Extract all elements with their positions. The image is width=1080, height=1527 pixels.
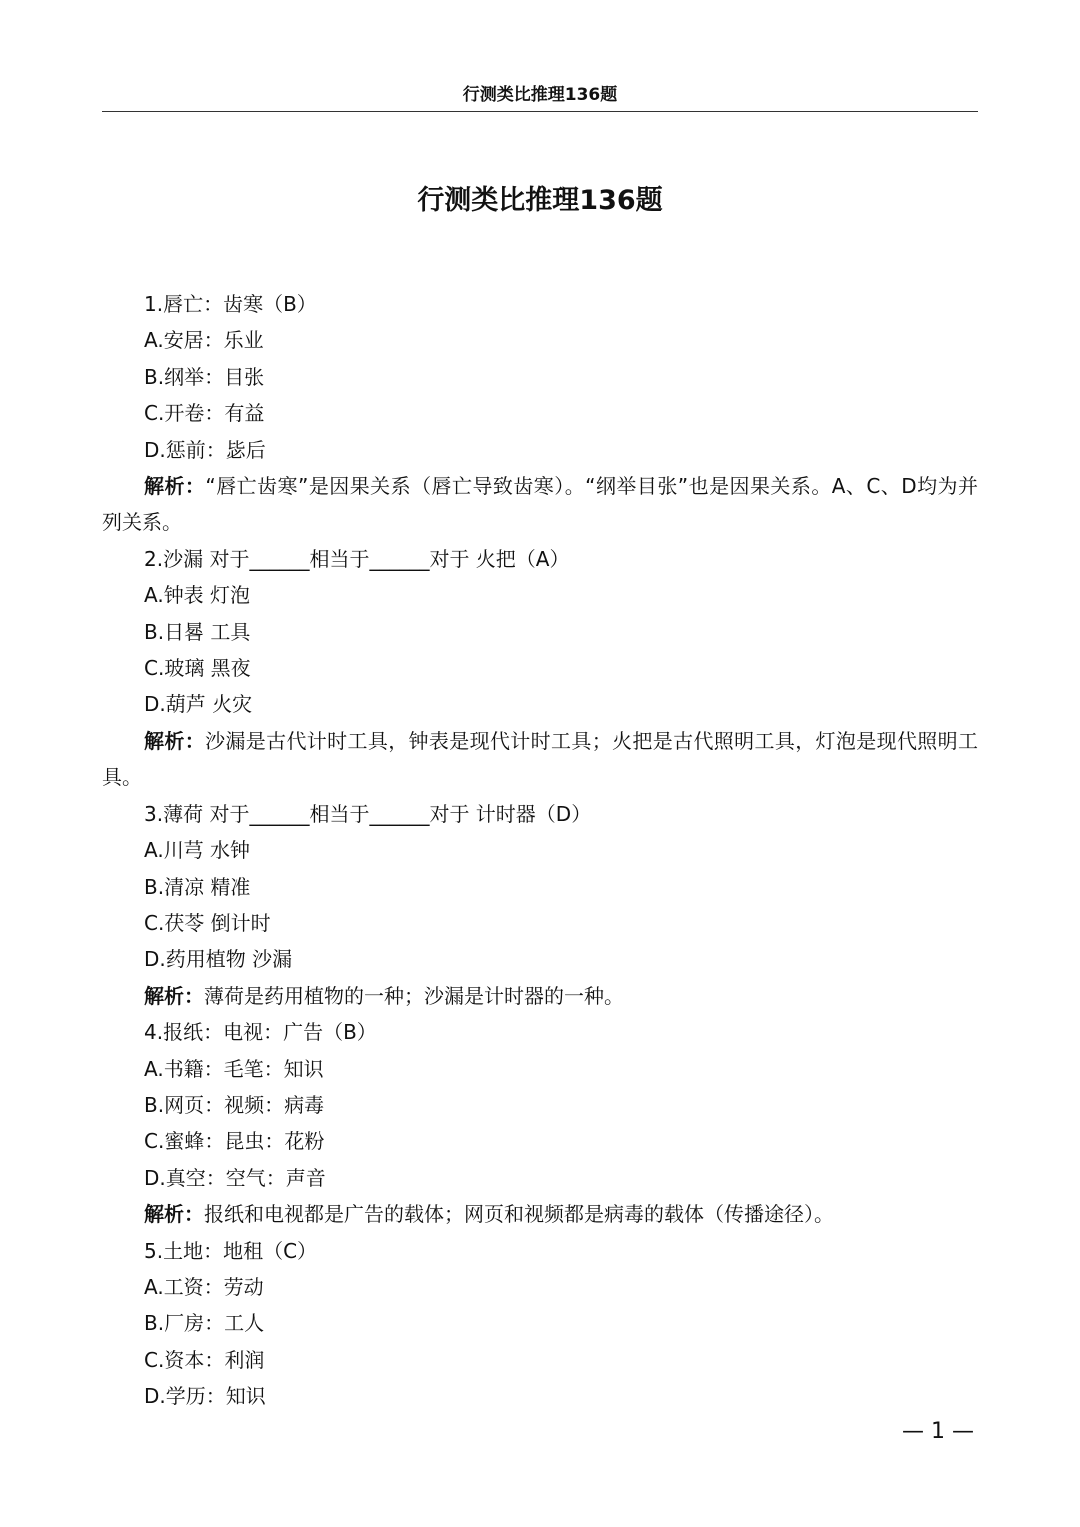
analysis bbox=[102, 1196, 978, 1232]
analysis-label: 解析： bbox=[144, 728, 206, 753]
running-header: 行测类比推理136题 bbox=[462, 85, 618, 105]
option-d: D.药用植物 沙漏 bbox=[144, 947, 293, 972]
option-c: C.玻璃 黑夜 bbox=[144, 656, 251, 681]
analysis-label: 解析： bbox=[144, 1202, 204, 1227]
option-d: D.惩前：毖后 bbox=[144, 437, 266, 462]
option-b: B.纲举：目张 bbox=[144, 364, 265, 389]
question-1 bbox=[102, 286, 978, 541]
analysis-text: “唇亡齿寒”是因果关系（唇亡导致齿寒）。“纲举目张”也是因果关系。A、C、D均为并列关系。 bbox=[102, 474, 979, 535]
question-stem: 2.沙漏 对于______相当于______对于 火把（A） bbox=[144, 546, 570, 571]
option-d: D.真空：空气：声音 bbox=[144, 1165, 326, 1190]
question-4 bbox=[102, 1014, 978, 1232]
option-c: C.茯苓 倒计时 bbox=[144, 910, 271, 935]
analysis-text: 薄荷是药用植物的一种；沙漏是计时器的一种。 bbox=[204, 983, 624, 1008]
document-body bbox=[102, 286, 978, 1415]
option-b: B.清凉 精准 bbox=[144, 874, 251, 899]
analysis-text: 报纸和电视都是广告的载体；网页和视频都是病毒的载体（传播途径）。 bbox=[204, 1202, 834, 1227]
question-5 bbox=[102, 1233, 978, 1415]
question-stem: 3.薄荷 对于______相当于______对于 计时器（D） bbox=[144, 801, 592, 826]
page-number: — 1 — bbox=[902, 1419, 974, 1444]
question-3 bbox=[102, 796, 978, 1014]
option-b: B.网页：视频：病毒 bbox=[144, 1092, 325, 1117]
option-c: C.蜜蜂：昆虫：花粉 bbox=[144, 1129, 325, 1154]
option-c: C.资本：利润 bbox=[144, 1347, 265, 1372]
option-a: A.工资：劳动 bbox=[144, 1274, 264, 1299]
analysis-label: 解析： bbox=[144, 474, 206, 499]
question-stem: 5.土地：地租（C） bbox=[144, 1238, 318, 1263]
analysis-label: 解析： bbox=[144, 983, 204, 1008]
option-b: B.日晷 工具 bbox=[144, 619, 251, 644]
header-rule bbox=[102, 111, 978, 112]
option-a: A.安居：乐业 bbox=[144, 328, 264, 353]
option-a: A.钟表 灯泡 bbox=[144, 583, 251, 608]
option-b: B.厂房：工人 bbox=[144, 1311, 265, 1336]
question-stem: 1.唇亡：齿寒（B） bbox=[144, 292, 317, 316]
option-d: D.葫芦 火灾 bbox=[144, 692, 253, 717]
document-title: 行测类比推理136题 bbox=[417, 185, 663, 216]
analysis-text: 沙漏是古代计时工具，钟表是现代计时工具；火把是古代照明工具，灯泡是现代照明工具。 bbox=[102, 728, 979, 790]
option-a: A.川芎 水钟 bbox=[144, 838, 251, 863]
option-a: A.书籍：毛笔：知识 bbox=[144, 1056, 324, 1081]
question-2 bbox=[102, 541, 978, 796]
analysis bbox=[102, 468, 978, 541]
option-c: C.开卷：有益 bbox=[144, 401, 265, 426]
question-stem: 4.报纸：电视：广告（B） bbox=[144, 1020, 377, 1045]
analysis bbox=[102, 978, 978, 1014]
option-d: D.学历：知识 bbox=[144, 1384, 266, 1409]
analysis bbox=[102, 723, 978, 796]
